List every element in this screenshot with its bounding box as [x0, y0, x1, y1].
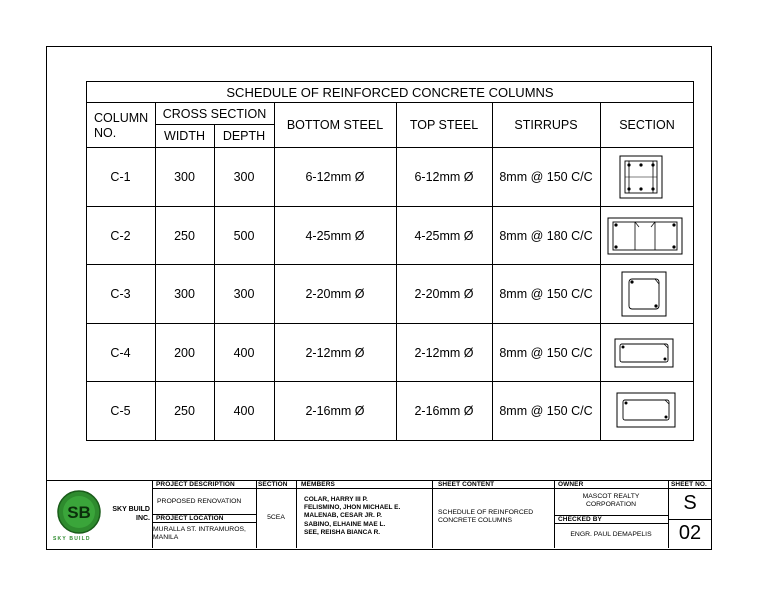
table-row-depth: 400 — [233, 404, 255, 418]
sheet-letter: S — [683, 492, 697, 514]
section-detail-c2 — [607, 217, 683, 255]
table-row-column: C-3 — [110, 287, 131, 301]
section-detail-c1 — [619, 155, 663, 199]
company-name: SKY BUILD INC. — [112, 506, 150, 522]
table-row-column: C-2 — [110, 228, 131, 243]
header-bottom-steel: BOTTOM STEEL — [286, 118, 384, 132]
company-logo — [57, 490, 101, 534]
schedule-title: SCHEDULE OF REINFORCED CONCRETE COLUMNS — [226, 84, 554, 100]
table-row-width: 250 — [174, 404, 195, 418]
section-detail-c5 — [616, 392, 676, 428]
table-row-bottom-steel: 2-20mm Ø — [305, 287, 365, 301]
table-row-width: 300 — [174, 170, 195, 184]
table-row-top-steel: 6-12mm Ø — [414, 170, 474, 184]
table-row-top-steel: 2-12mm Ø — [414, 345, 474, 360]
sheet-content: SCHEDULE OF REINFORCED CONCRETE COLUMNS — [438, 509, 534, 525]
owner-name: MASCOT REALTY CORPORATION — [582, 493, 640, 509]
table-row-stirrups: 8mm @ 150 C/C — [499, 287, 593, 301]
table-row-top-steel: 4-25mm Ø — [414, 228, 474, 243]
table-row-top-steel: 2-20mm Ø — [414, 287, 474, 301]
project-description: PROPOSED RENOVATION — [157, 498, 242, 505]
members-list: COLAR, HARRY III P. FELISMINO, JHON MICHAEL E. MALENAB, CESAR JR. P. SABINO, ELHAINE MAE L. SEE, REISHA BIANCA R. — [304, 496, 401, 536]
project-location: MURALLA ST. INTRAMUROS, MANILA — [153, 526, 246, 542]
sheet-number: 02 — [678, 522, 702, 544]
table-row-depth: 300 — [233, 170, 255, 184]
table-row-bottom-steel: 2-12mm Ø — [305, 345, 365, 360]
checked-by-name: ENGR. PAUL DEMAPELIS — [570, 531, 652, 538]
table-row-column: C-5 — [110, 404, 131, 418]
header-cross-section: CROSS SECTION — [162, 106, 267, 121]
table-row-depth: 500 — [233, 228, 255, 243]
table-row-stirrups: 8mm @ 180 C/C — [499, 228, 593, 243]
header-width: WIDTH — [164, 129, 205, 143]
section-detail-c4 — [614, 338, 674, 368]
table-row-stirrups: 8mm @ 150 C/C — [499, 170, 593, 184]
table-row-width: 250 — [174, 228, 195, 243]
table-row-width: 300 — [174, 287, 195, 301]
header-column-no: COLUMN NO. — [94, 111, 149, 140]
table-row-width: 200 — [174, 345, 195, 360]
table-row-stirrups: 8mm @ 150 C/C — [499, 404, 593, 418]
svg-text:SB: SB — [67, 503, 91, 522]
header-section: SECTION — [619, 118, 675, 132]
table-row-bottom-steel: 2-16mm Ø — [305, 404, 365, 418]
section-detail-c3 — [621, 271, 667, 317]
table-row-depth: 400 — [233, 345, 255, 360]
label-sheet-content: SHEET CONTENT — [438, 481, 495, 488]
label-sheet-no: SHEET NO. — [671, 481, 707, 488]
label-checked-by: CHECKED BY — [558, 516, 602, 523]
table-row-stirrups: 8mm @ 150 C/C — [499, 345, 593, 360]
table-row-bottom-steel: 6-12mm Ø — [305, 170, 365, 184]
table-row-depth: 300 — [233, 287, 255, 301]
label-project-description: PROJECT DESCRIPTION — [156, 481, 235, 488]
section-value: 5CEA — [267, 514, 285, 521]
label-section: SECTION — [258, 481, 288, 488]
logo-caption: SKY BUILD — [53, 536, 91, 542]
title-block — [46, 480, 712, 548]
table-row-column: C-1 — [110, 170, 131, 184]
header-top-steel: TOP STEEL — [409, 118, 479, 132]
label-members: MEMBERS — [301, 481, 335, 488]
table-row-top-steel: 2-16mm Ø — [414, 404, 474, 418]
label-project-location: PROJECT LOCATION — [156, 515, 224, 522]
schedule-table — [86, 81, 694, 441]
label-owner: OWNER — [558, 481, 584, 488]
header-stirrups: STIRRUPS — [514, 118, 578, 132]
table-row-column: C-4 — [110, 345, 131, 360]
table-row-bottom-steel: 4-25mm Ø — [305, 228, 365, 243]
header-depth: DEPTH — [222, 129, 266, 143]
